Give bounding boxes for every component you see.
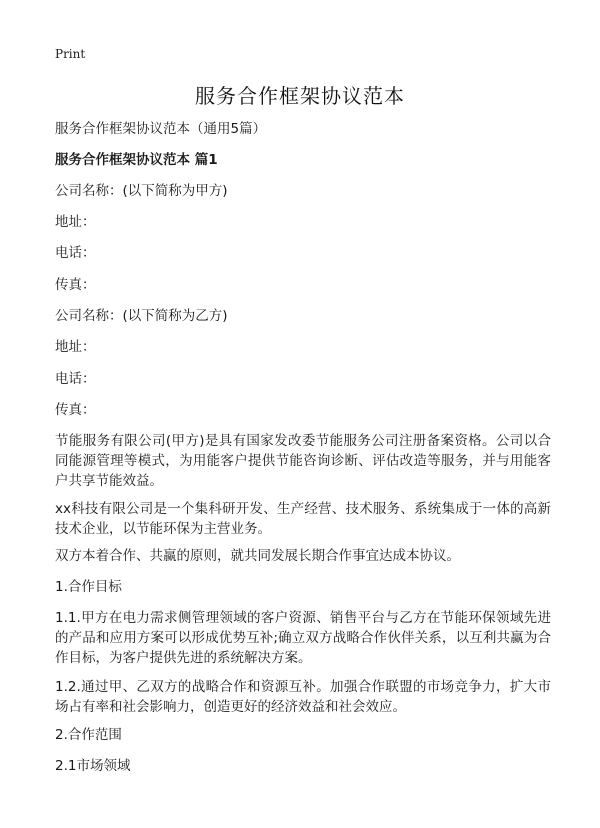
party-b-phone: 电话： — [55, 371, 96, 387]
party-a-address: 地址： — [55, 214, 96, 230]
document-subtitle: 服务合作框架协议范本（通用5篇） — [55, 121, 267, 137]
document-title: 服务合作框架协议范本 — [195, 84, 405, 108]
clause-1-heading: 1.合作目标 — [55, 579, 122, 595]
intro-party-a: 节能服务有限公司(甲方)是具有国家发改委节能服务公司注册备案资格。公司以合同能源管理等模式，为用能客户提供节能咨询诊断、评估改造等服务，并与用能客户共享节能效益。 — [55, 433, 551, 489]
clause-2-heading: 2.合作范围 — [55, 727, 122, 743]
principle-statement: 双方本着合作、共赢的原则，就共同发展长期合作事宜达成本协议。 — [55, 548, 460, 564]
clause-2-1: 2.1市场领域 — [55, 758, 131, 774]
clause-1-2: 1.2.通过甲、乙双方的战略合作和资源互补。加强合作联盟的市场竞争力，扩大市场占有率和社会影响力，创造更好的经济效益和社会效应。 — [55, 679, 551, 715]
party-b-name: 公司名称：(以下简称为乙方) — [55, 308, 228, 324]
party-a-phone: 电话： — [55, 245, 96, 261]
party-a-name: 公司名称：(以下简称为甲方) — [55, 183, 228, 199]
intro-party-b: xx科技有限公司是一个集科研开发、生产经营、技术服务、系统集成于一体的高新技术企业，以节能环保为主营业务。 — [55, 501, 551, 537]
print-link[interactable]: Print — [55, 47, 86, 61]
section-heading: 服务合作框架协议范本 篇1 — [55, 152, 218, 168]
clause-1-1: 1.1.甲方在电力需求侧管理领域的客户资源、销售平台与乙方在节能环保领域先进的产品和应用方案可以形成优势互补;确立双方战略合作伙伴关系，以互利共赢为合作目标，为客户提供先进的系统解决方案。 — [55, 610, 551, 666]
party-b-address: 地址： — [55, 339, 96, 355]
party-b-fax: 传真： — [55, 402, 96, 418]
party-a-fax: 传真： — [55, 277, 96, 293]
